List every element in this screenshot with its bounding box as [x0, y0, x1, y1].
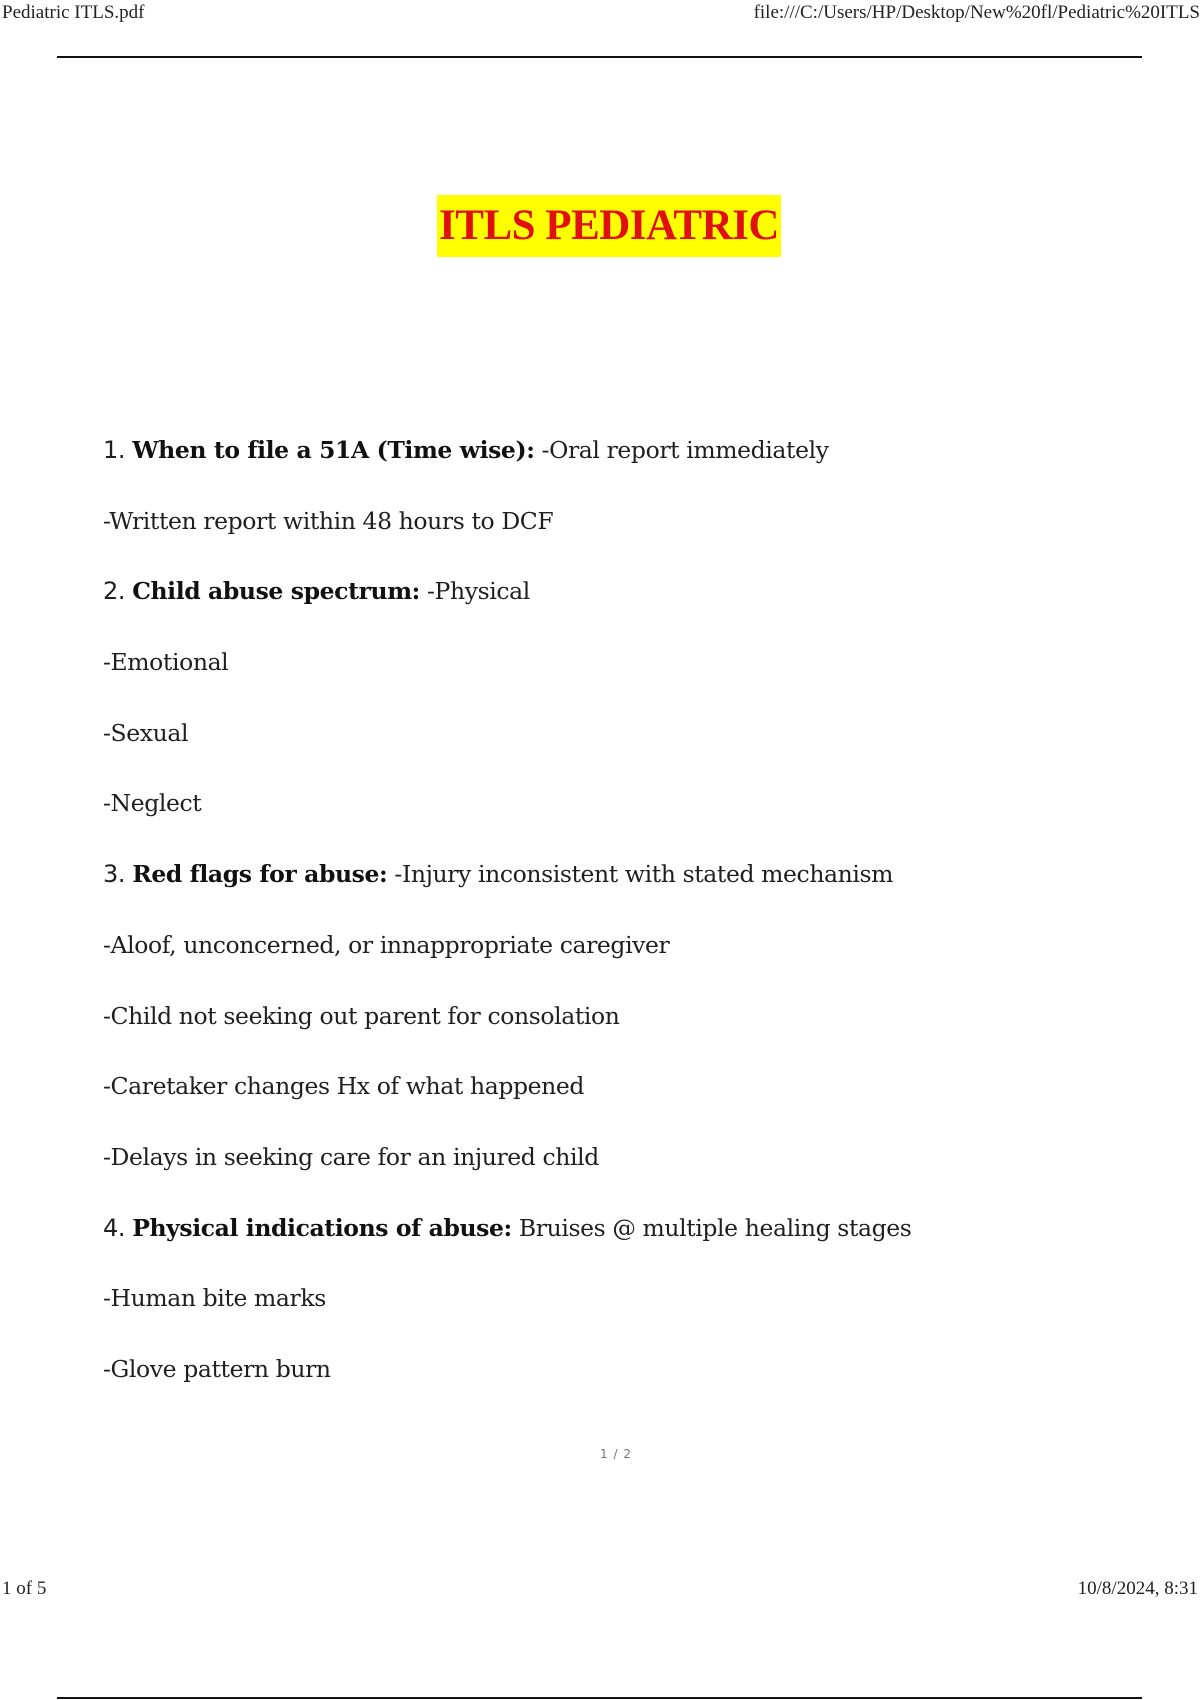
header-divider — [57, 56, 1142, 58]
item-label: Child abuse spectrum: — [132, 577, 420, 606]
print-header-url: file:///C:/Users/HP/Desktop/New%20fl/Pediatric%20ITLS — [753, 2, 1200, 23]
item-label: When to file a 51A (Time wise): — [132, 436, 535, 464]
item-text: -Injury inconsistent with stated mechanism — [387, 860, 894, 889]
print-footer-timestamp: 10/8/2024, 8:31 — [1077, 1578, 1198, 1599]
item-text: Bruises @ multiple healing stages — [511, 1213, 912, 1242]
item-text: -Caretaker changes Hx of what happened — [103, 1072, 585, 1101]
item-text: -Physical — [419, 577, 530, 606]
item-text: -Human bite marks — [103, 1284, 326, 1313]
item-text: -Sexual — [103, 718, 189, 747]
document-line — [103, 428, 1143, 499]
document-line — [103, 1276, 1143, 1347]
document-line — [103, 711, 1143, 782]
document-line — [103, 640, 1143, 711]
document-title: ITLS PEDIATRIC — [437, 195, 781, 257]
document-line — [103, 923, 1143, 994]
item-text: -Neglect — [103, 789, 202, 818]
item-text: -Delays in seeking care for an injured child — [103, 1142, 599, 1171]
item-text: -Glove pattern burn — [103, 1354, 331, 1383]
document-line — [103, 852, 1143, 923]
item-text: -Child not seeking out parent for consolation — [103, 1001, 620, 1030]
item-label: Red flags for abuse: — [132, 860, 388, 889]
item-label: Physical indications of abuse: — [132, 1213, 512, 1242]
print-header-filename: Pediatric ITLS.pdf — [2, 2, 145, 23]
page-indicator: 1 / 2 — [600, 1447, 632, 1461]
item-text: -Written report within 48 hours to DCF — [103, 506, 554, 535]
item-number: 1. — [103, 436, 126, 464]
document-line — [103, 1135, 1143, 1206]
document-line — [103, 1347, 1143, 1418]
footer-divider — [57, 1697, 1142, 1699]
item-number: 3. — [103, 860, 126, 889]
item-text: -Emotional — [103, 648, 229, 677]
document-line — [103, 994, 1143, 1065]
item-number: 4. — [103, 1213, 126, 1242]
item-text: -Oral report immediately — [534, 436, 829, 464]
print-footer-page-count: 1 of 5 — [2, 1578, 47, 1599]
document-line — [103, 1206, 1143, 1277]
document-line — [103, 499, 1143, 570]
document-line — [103, 781, 1143, 852]
document-line — [103, 1064, 1143, 1135]
document-line — [103, 569, 1143, 640]
title-container — [0, 195, 1200, 257]
document-body — [103, 428, 1143, 1418]
item-text: -Aloof, unconcerned, or innappropriate caregiver — [103, 930, 670, 959]
item-number: 2. — [103, 577, 126, 606]
